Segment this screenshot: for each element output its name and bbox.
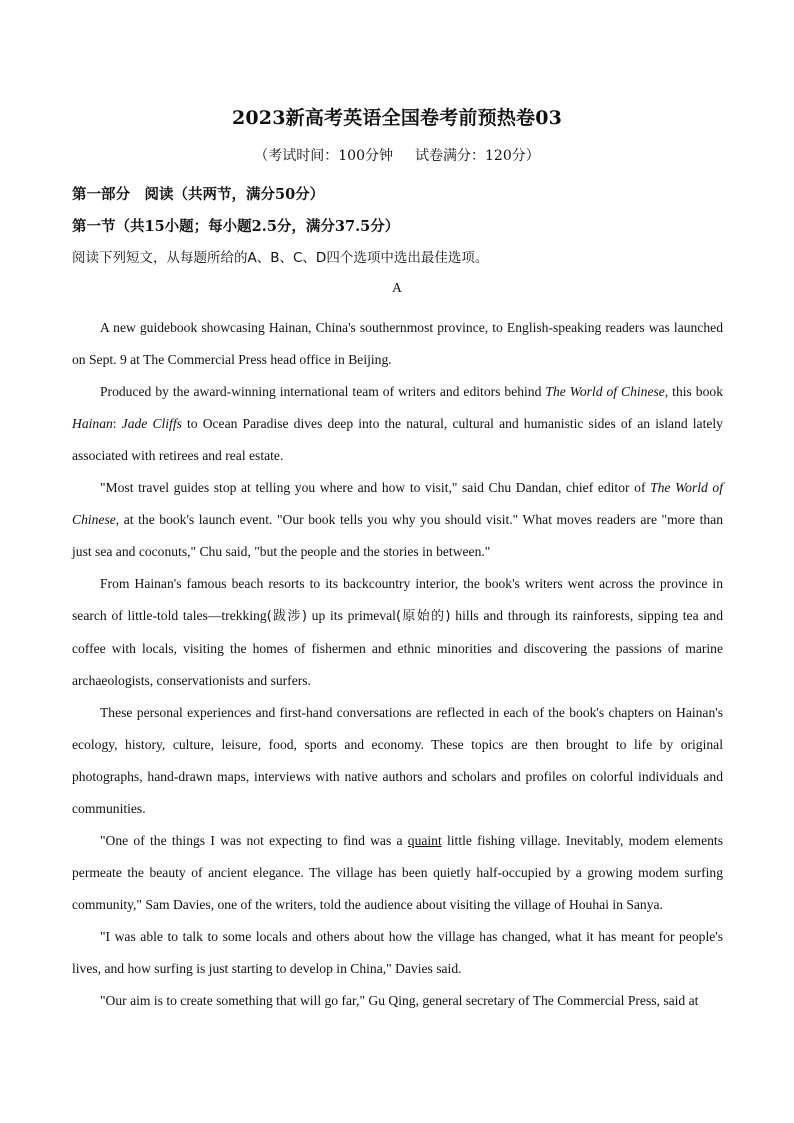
paragraph-8: "Our aim is to create something that will go far," Gu Qing, general secretary of The Commercial Press, said at <box>100 993 699 1008</box>
paragraph-4: From Hainan's famous beach resorts to its backcountry interior, the book's writers went across the province in search of little-told tales—trekking(跋涉) up its primeval(原始的) hills and through its rainforests, sipping tea and coffee with locals, visiting the homes of fishermen and ethnic minorities and discovering the passions of marine archaeologists, conservationists and surfers. <box>72 576 723 688</box>
gloss: (跋涉) <box>266 609 307 624</box>
magazine-title: The World of Chinese <box>545 384 665 399</box>
part-heading: 第一部分 阅读（共两节，满分50分） <box>72 186 325 203</box>
paragraph-2: Produced by the award-winning international team of writers and editors behind The World of Chinese, this book Hainan: Jade Cliffs to Ocean Paradise dives deep into the natural, cultural and humanistic sides of an island lately associated with retirees and real estate. <box>72 384 723 463</box>
underlined-word: quaint <box>407 833 442 848</box>
paragraph-7: "I was able to talk to some locals and others about how the village has changed, what it has meant for people's lives, and how surfing is just starting to develop in China," Davies said. <box>72 929 723 976</box>
reading-passage <box>72 312 723 1017</box>
instructions: 阅读下列短文，从每题所给的A、B、C、D四个选项中选出最佳选项。 <box>72 250 489 266</box>
book-title-part: Hainan <box>72 416 113 431</box>
exam-info <box>0 145 794 165</box>
exam-score: 试卷满分：120分） <box>415 148 540 164</box>
exam-title: 2023新高考英语全国卷考前预热卷03 <box>231 107 563 129</box>
book-title-part: Jade Cliffs <box>121 416 182 431</box>
magazine-title: The World of Chinese <box>72 480 723 527</box>
exam-time: （考试时间：100分钟 <box>254 148 393 164</box>
paragraph-1: A new guidebook showcasing Hainan, China's southernmost province, to English-speaking readers was launched on Sept. 9 at The Commercial Press head office in Beijing. <box>72 320 723 367</box>
passage-label: A <box>392 280 402 295</box>
section-heading: 第一节（共15小题；每小题2.5分，满分37.5分） <box>72 218 400 235</box>
gloss: (原始的) <box>395 609 451 624</box>
paragraph-6: "One of the things I was not expecting to find was a quaint little fishing village. Inevitably, modem elements permeate the beauty of ancient elegance. The village has been quietly half-occupied by a growing modem surfing community," Sam Davies, one of the writers, told the audience about visiting the village of Houhai in Sanya. <box>72 833 723 912</box>
paragraph-5: These personal experiences and first-hand conversations are reflected in each of the book's chapters on Hainan's ecology, history, culture, leisure, food, sports and economy. These topics are then brought to life by original photographs, hand-drawn maps, interviews with native authors and scholars and profiles on colorful individuals and communities. <box>72 705 723 816</box>
paragraph-3: "Most travel guides stop at telling you where and how to visit," said Chu Dandan, chief editor of The World of Chinese, at the book's launch event. "Our book tells you why you should visit." What moves readers are "more than just sea and coconuts," Chu said, "but the people and the stories in between." <box>72 480 723 559</box>
